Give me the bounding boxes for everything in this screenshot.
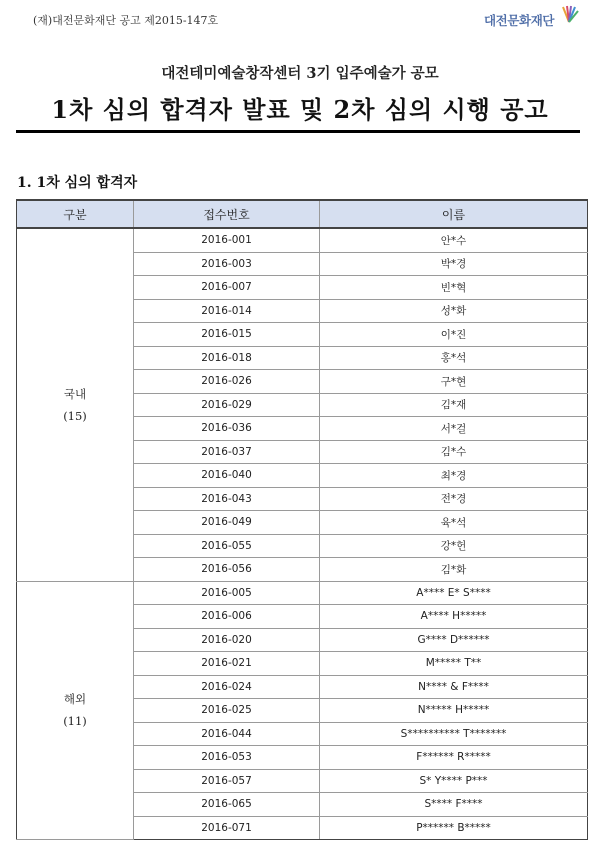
name-cell: 서*걸	[320, 417, 588, 441]
table-row	[17, 228, 588, 252]
application-number-cell: 2016-053	[134, 746, 320, 770]
application-number-cell: 2016-014	[134, 299, 320, 323]
name-cell: 성*화	[320, 299, 588, 323]
table-header-row	[17, 200, 588, 228]
application-number-cell: 2016-003	[134, 252, 320, 276]
application-number-cell: 2016-057	[134, 769, 320, 793]
application-number-cell: 2016-025	[134, 699, 320, 723]
name-cell: A**** H*****	[320, 605, 588, 629]
application-number-cell: 2016-049	[134, 511, 320, 535]
group-label: 해외	[63, 692, 87, 707]
name-cell: 강*헌	[320, 534, 588, 558]
group-label: 국내	[63, 386, 87, 401]
name-cell: 안*수	[320, 228, 588, 252]
name-cell: A**** E* S****	[320, 581, 588, 605]
logo-mark-icon	[558, 4, 580, 24]
name-cell: N**** & F****	[320, 675, 588, 699]
application-number-cell: 2016-024	[134, 675, 320, 699]
name-cell: 최*경	[320, 464, 588, 488]
name-cell: 김*화	[320, 558, 588, 582]
application-number-cell: 2016-036	[134, 417, 320, 441]
application-number-cell: 2016-043	[134, 487, 320, 511]
name-cell: 이*진	[320, 323, 588, 347]
table-body	[17, 228, 588, 840]
announcement-subtitle: 대전테미예술창작센터 3기 입주예술가 공모	[161, 65, 439, 82]
application-number-cell: 2016-021	[134, 652, 320, 676]
application-number-cell: 2016-020	[134, 628, 320, 652]
page-title: 1차 심의 합격자 발표 및 2차 심의 시행 공고	[51, 95, 549, 124]
name-cell: F****** R*****	[320, 746, 588, 770]
application-number-cell: 2016-037	[134, 440, 320, 464]
application-number-cell: 2016-071	[134, 816, 320, 840]
table-row	[17, 581, 588, 605]
application-number-cell: 2016-029	[134, 393, 320, 417]
application-number-cell: 2016-055	[134, 534, 320, 558]
name-cell: S********** T*******	[320, 722, 588, 746]
application-number-cell: 2016-006	[134, 605, 320, 629]
name-cell: 육*석	[320, 511, 588, 535]
name-cell: N***** H*****	[320, 699, 588, 723]
name-cell: 김*수	[320, 440, 588, 464]
foundation-logo	[484, 4, 584, 30]
name-cell: 김*재	[320, 393, 588, 417]
results-table	[16, 199, 588, 840]
title-divider	[16, 130, 580, 133]
name-cell: 전*경	[320, 487, 588, 511]
column-header-category: 구분	[17, 200, 134, 228]
group-cell	[17, 228, 134, 581]
column-header-application-number: 접수번호	[134, 200, 320, 228]
group-count: (11)	[63, 714, 87, 729]
application-number-cell: 2016-065	[134, 793, 320, 817]
name-cell: 빈*혁	[320, 276, 588, 300]
notice-number: (재)대전문화재단 공고 제2015-147호	[33, 14, 219, 27]
name-cell: M***** T**	[320, 652, 588, 676]
application-number-cell: 2016-007	[134, 276, 320, 300]
name-cell: G**** D******	[320, 628, 588, 652]
application-number-cell: 2016-026	[134, 370, 320, 394]
application-number-cell: 2016-015	[134, 323, 320, 347]
application-number-cell: 2016-040	[134, 464, 320, 488]
group-count: (15)	[63, 408, 87, 423]
application-number-cell: 2016-005	[134, 581, 320, 605]
application-number-cell: 2016-056	[134, 558, 320, 582]
name-cell: 박*경	[320, 252, 588, 276]
group-cell	[17, 581, 134, 840]
name-cell: 홍*석	[320, 346, 588, 370]
column-header-name: 이름	[320, 200, 588, 228]
section-heading: 1. 1차 심의 합격자	[17, 175, 138, 191]
application-number-cell: 2016-001	[134, 228, 320, 252]
application-number-cell: 2016-018	[134, 346, 320, 370]
name-cell: S* Y**** P***	[320, 769, 588, 793]
name-cell: 구*현	[320, 370, 588, 394]
application-number-cell: 2016-044	[134, 722, 320, 746]
name-cell: P****** B*****	[320, 816, 588, 840]
logo-text: 대전문화재단	[484, 13, 555, 28]
name-cell: S**** F****	[320, 793, 588, 817]
